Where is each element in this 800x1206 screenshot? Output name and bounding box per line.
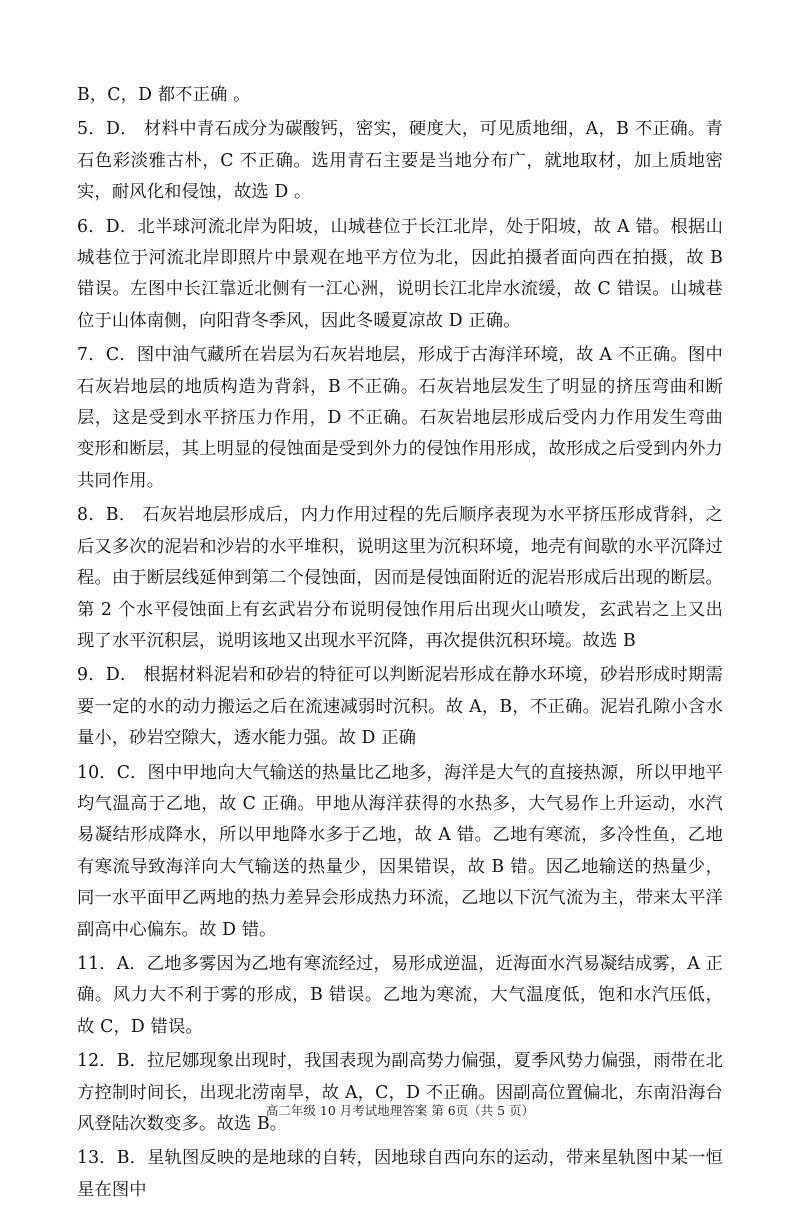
answer-5: 5．D． 材料中青石成分为碳酸钙，密实，硬度大，可见质地细，A，B 不正确。青石色彩淡雅古朴，C 不正确。选用青石主要是当地分布广，就地取材，加上质地密实，耐风化和侵蚀，故选 D 。 [77,119,723,203]
answer-continuation-4: B，C，D 都不正确 。 [77,85,251,105]
answer-6: 6．D．北半球河流北岸为阳坡，山城巷位于长江北岸，处于阳坡，故 A 错。根据山城巷位于河流北岸即照片中景观在地平方位为北，因此拍摄者面向西在拍摄，故 B 错误。左图中长江靠近北侧有一江心洲，说明长江北岸水流缓，故 C 错误。山城巷位于山体南侧，向阳背冬季风，因此冬暖夏凉故 D 正确。 [77,216,723,331]
answer-7: 7．C．图中油气藏所在岩层为石灰岩地层，形成于古海洋环境，故 A 不正确。图中石灰岩地层的地质构造为背斜，B 不正确。石灰岩地层发生了明显的挤压弯曲和断层，这是受到水平挤压力作用，D 不正确。石灰岩地层形成后受内力作用发生弯曲变形和断层，其上明显的侵蚀面是受到外力的侵蚀作用形成，故形成之后受到内外力共同作用。 [77,345,723,491]
page-footer: 高二年级 10 月考试地理答案 第 6页（共 5 页） [265,1103,535,1118]
answer-9: 9．D． 根据材料泥岩和砂岩的特征可以判断泥岩形成在静水环境，砂岩形成时期需要一定的水的动力搬运之后在流速减弱时沉积。故 A，B，不正确。泥岩孔隙小含水量小，砂岩空隙大，透水能力强。故 D 正确 [77,665,723,749]
answer-8: 8．B． 石灰岩地层形成后，内力作用过程的先后顺序表现为水平挤压形成背斜，之后又多次的泥岩和沙岩的水平堆积，说明这里为沉积环境，地壳有间歇的水平沉降过程。由于断层线延伸到第二个侵蚀面，因而是侵蚀面附近的泥岩形成后出现的断层。第 2 个水平侵蚀面上有玄武岩分布说明侵蚀作用后出现火山喷发，玄武岩之上又出现了水平沉积层，说明该地又出现水平沉降，再次提供沉积环境。故选 B [77,505,723,651]
answer-text-body [77,80,723,1206]
answer-13: 13．B．星轨图反映的是地球的自转，因地球自西向东的运动，带来星轨图中某一恒星在图中 [77,1148,723,1200]
answer-12: 12．B．拉尼娜现象出现时，我国表现为副高势力偏强，夏季风势力偏强，雨带在北方控制时间长，出现北涝南旱，故 A，C，D 不正确。因副高位置偏北，东南沿海台风登陆次数变多。故选 B。 [77,1051,723,1134]
answer-11: 11．A．乙地多雾因为乙地有寒流经过，易形成逆温，近海面水汽易凝结成雾，A 正确。风力大不利于雾的形成，B 错误。乙地为寒流，大气温度低，饱和水汽压低，故 C，D 错误。 [77,953,723,1037]
answer-10: 10．C．图中甲地向大气输送的热量比乙地多，海洋是大气的直接热源，所以甲地平均气温高于乙地，故 C 正确。甲地从海洋获得的水热多，大气易作上升运动，水汽易凝结形成降水，所以甲地降水多于乙地，故 A 错。乙地有寒流，多冷性鱼，乙地有寒流导致海洋向大气输送的热量少，因果错误，故 B 错。因乙地输送的热量少，同一水平面甲乙两地的热力差异会形成热力环流，乙地以下沉气流为主，带来太平洋副高中心偏东。故 D 错。 [77,762,723,940]
